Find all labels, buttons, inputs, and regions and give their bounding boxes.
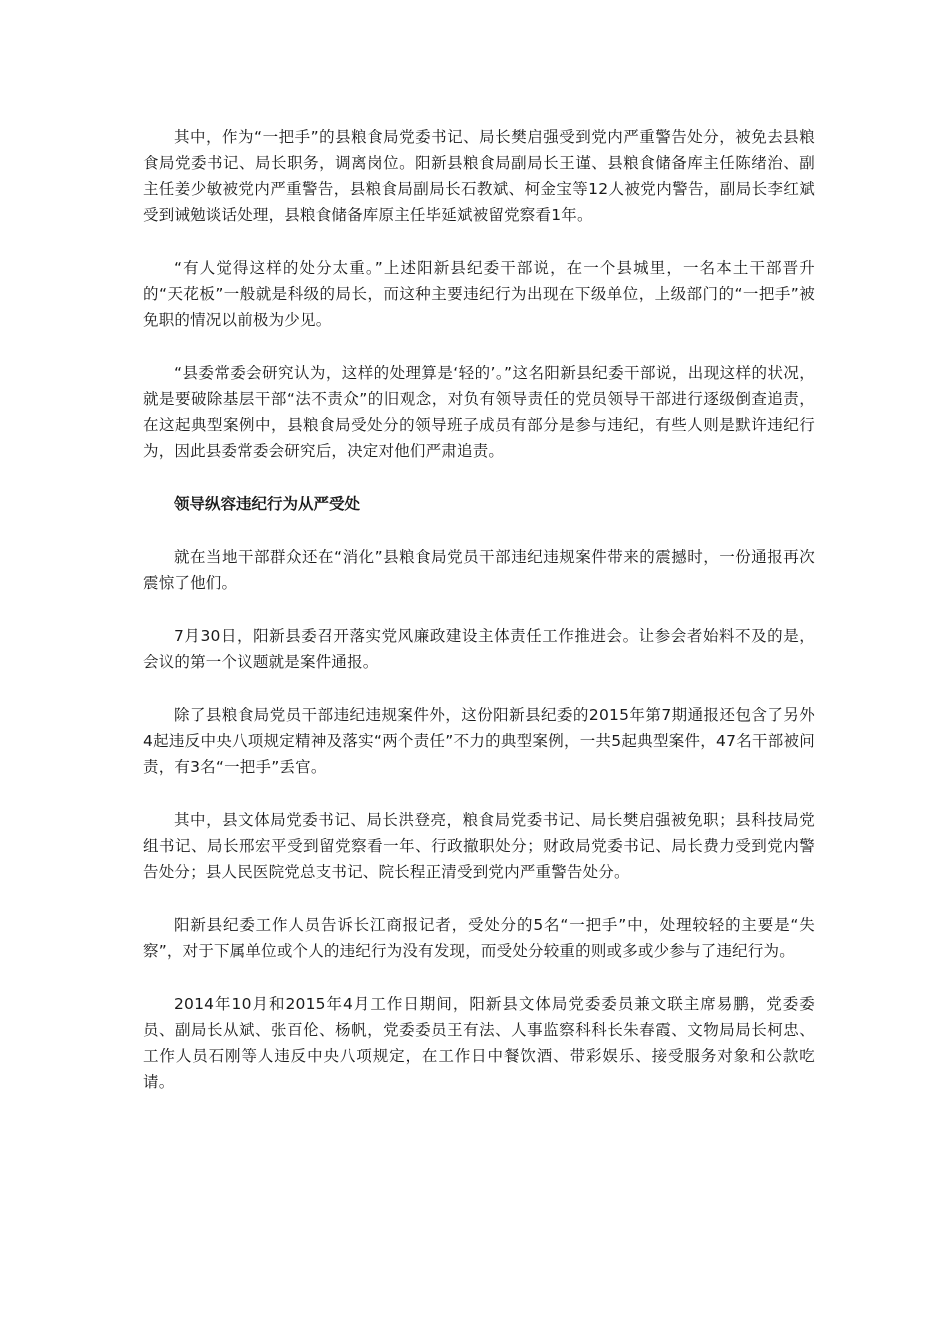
paragraph-6: 除了县粮食局党员干部违纪违规案件外，这份阳新县纪委的2015年第7期通报还包含了另外4起违反中央八项规定精神及落实“两个责任”不力的典型案例，一共5起典型案件，47名干部被问责，有3名“一把手”丢官。	[143, 706, 815, 776]
paragraph-4: 就在当地干部群众还在“消化”县粮食局党员干部违纪违规案件带来的震撼时，一份通报再次震惊了他们。	[143, 548, 815, 592]
paragraph-7: 其中，县文体局党委书记、局长洪登亮，粮食局党委书记、局长樊启强被免职；县科技局党组书记、局长邢宏平受到留党察看一年、行政撤职处分；财政局党委书记、局长费力受到党内警告处分；县人民医院党总支书记、院长程正清受到党内严重警告处分。	[143, 811, 815, 881]
paragraph-9: 2014年10月和2015年4月工作日期间，阳新县文体局党委委员兼文联主席易鹏，党委委员、副局长从斌、张百伦、杨帆，党委委员王有法、人事监察科科长朱春霞、文物局局长柯忠、工作人员石刚等人违反中央八项规定，在工作日中餐饮酒、带彩娱乐、接受服务对象和公款吃请。	[143, 995, 815, 1091]
paragraph-8: 阳新县纪委工作人员告诉长江商报记者，受处分的5名“一把手”中，处理较轻的主要是“失察”，对于下属单位或个人的违纪行为没有发现，而受处分较重的则或多或少参与了违纪行为。	[143, 916, 815, 960]
paragraph-1: 其中，作为“一把手”的县粮食局党委书记、局长樊启强受到党内严重警告处分，被免去县粮食局党委书记、局长职务，调离岗位。阳新县粮食局副局长王谨、县粮食储备库主任陈绪治、副主任姜少敏被党内严重警告，县粮食局副局长石教斌、柯金宝等12人被党内警告，副局长李红斌受到诫勉谈话处理，县粮食储备库原主任毕延斌被留党察看1年。	[143, 128, 815, 224]
paragraph-3: “县委常委会研究认为，这样的处理算是‘轻的’。”这名阳新县纪委干部说，出现这样的状况，就是要破除基层干部“法不责众”的旧观念，对负有领导责任的党员领导干部进行逐级倒查追责，在这起典型案例中，县粮食局受处分的领导班子成员有部分是参与违纪，有些人则是默许违纪行为，因此县委常委会研究后，决定对他们严肃追责。	[143, 364, 815, 460]
paragraph-2: “有人觉得这样的处分太重。”上述阳新县纪委干部说，在一个县城里，一名本土干部晋升的“天花板”一般就是科级的局长，而这种主要违纪行为出现在下级单位，上级部门的“一把手”被免职的情况以前极为少见。	[143, 259, 815, 329]
paragraph-5: 7月30日，阳新县委召开落实党风廉政建设主体责任工作推进会。让参会者始料不及的是，会议的第一个议题就是案件通报。	[143, 627, 815, 671]
section-heading: 领导纵容违纪行为从严受处	[174, 495, 361, 513]
document-body	[143, 124, 815, 1122]
